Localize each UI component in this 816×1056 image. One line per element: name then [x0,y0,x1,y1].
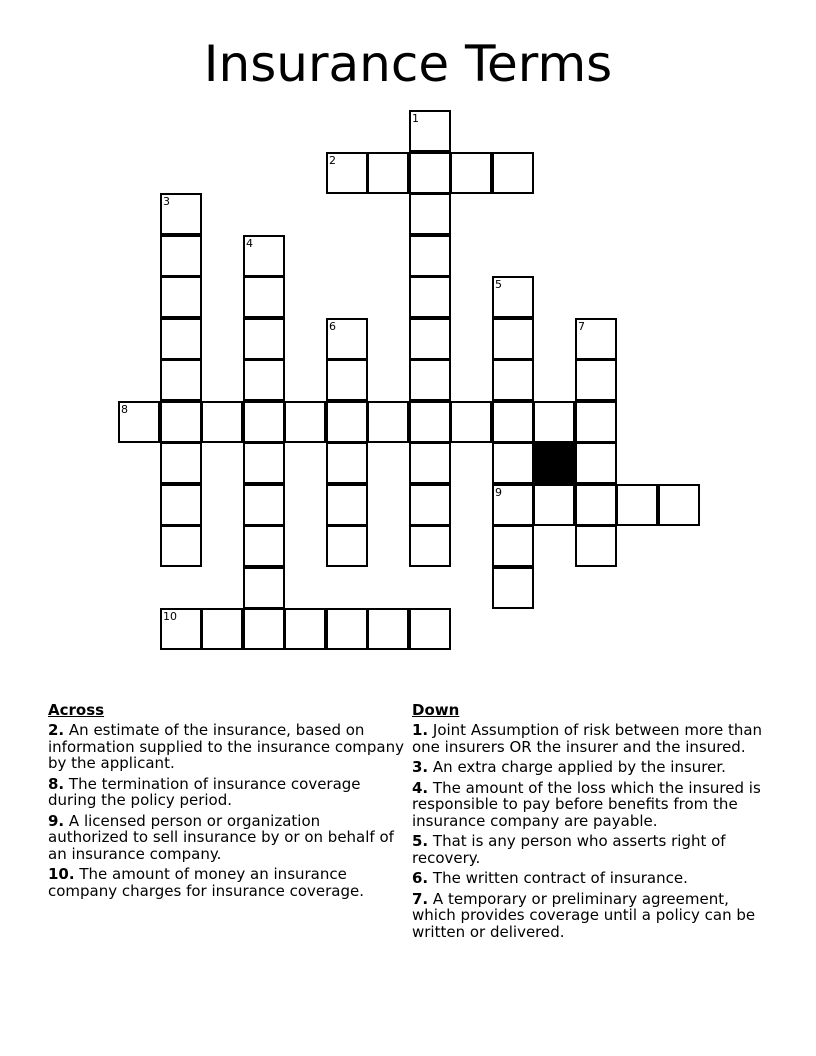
across-clue [48,722,404,772]
answer-cell[interactable] [409,484,451,526]
answer-cell[interactable] [409,276,451,318]
clue-number: 4. [412,778,429,797]
clue-text: A temporary or preliminary agreement, which provides coverage until a policy can be written or delivered. [412,889,756,941]
answer-cell[interactable] [243,567,285,609]
answer-cell[interactable] [243,359,285,401]
answer-cell[interactable] [409,318,451,360]
clue-number-label: 10 [163,610,177,623]
answer-cell[interactable] [160,276,202,318]
clue-text: A licensed person or organization authorized to sell insurance by or on behalf of an insurance company. [48,811,394,863]
clue-number: 8. [48,774,65,793]
down-clue [412,870,768,887]
answer-cell[interactable] [409,193,451,235]
clue-number: 2. [48,721,65,739]
answer-cell[interactable] [160,484,202,526]
answer-cell[interactable] [326,608,368,650]
answer-cell[interactable] [160,318,202,360]
answer-cell[interactable] [284,401,326,443]
answer-cell[interactable] [284,608,326,650]
across-clues [48,702,404,903]
down-clue [412,722,768,755]
answer-cell[interactable] [575,484,617,526]
down-clue [412,759,768,776]
clue-number-label: 7 [578,320,585,333]
answer-cell[interactable] [118,401,160,443]
clue-number: 5. [412,832,429,850]
answer-cell[interactable] [450,152,492,194]
clue-text: The amount of money an insurance company charges for insurance coverage. [48,865,364,900]
clue-text: The amount of the loss which the insured is responsible to pay before benefits from the insurance company are payable. [412,778,761,830]
answer-cell[interactable] [243,608,285,650]
answer-cell[interactable] [160,608,202,650]
answer-cell[interactable] [409,442,451,484]
clue-number-label: 8 [121,403,128,416]
down-heading: Down [412,701,460,719]
answer-cell[interactable] [492,484,534,526]
clue-number-label: 6 [329,320,336,333]
answer-cell[interactable] [533,484,575,526]
answer-cell[interactable] [409,359,451,401]
answer-cell[interactable] [575,525,617,567]
clue-text: Joint Assumption of risk between more than one insurers OR the insurer and the insured. [412,721,763,756]
answer-cell[interactable] [160,193,202,235]
clue-number-label: 9 [495,486,502,499]
answer-cell[interactable] [243,235,285,277]
answer-cell[interactable] [160,525,202,567]
answer-cell[interactable] [326,318,368,360]
answer-cell[interactable] [243,525,285,567]
across-clue [48,776,404,809]
clue-number-label: 2 [329,154,336,167]
answer-cell[interactable] [575,359,617,401]
across-clue [48,866,404,899]
answer-cell[interactable] [492,525,534,567]
answer-cell[interactable] [201,401,243,443]
answer-cell[interactable] [575,442,617,484]
down-clue [412,891,768,941]
clue-text: That is any person who asserts right of recovery. [412,832,726,867]
clue-number: 6. [412,869,429,887]
answer-cell[interactable] [409,152,451,194]
answer-cell[interactable] [160,442,202,484]
clue-text: An extra charge applied by the insurer. [428,758,726,776]
answer-cell[interactable] [492,442,534,484]
answer-cell[interactable] [492,152,534,194]
answer-cell[interactable] [326,359,368,401]
answer-cell[interactable] [243,318,285,360]
answer-cell[interactable] [326,401,368,443]
across-clue [48,813,404,863]
answer-cell[interactable] [367,401,409,443]
down-clue [412,780,768,830]
clue-number: 3. [412,758,429,776]
answer-cell[interactable] [243,484,285,526]
answer-cell[interactable] [243,401,285,443]
answer-cell[interactable] [492,276,534,318]
answer-cell[interactable] [575,318,617,360]
clue-text: An estimate of the insurance, based on information supplied to the insurance company by the applicant. [48,721,405,772]
answer-cell[interactable] [243,442,285,484]
clue-number-label: 1 [412,112,419,125]
answer-cell[interactable] [492,567,534,609]
answer-cell[interactable] [492,318,534,360]
answer-cell[interactable] [492,401,534,443]
clue-text: The termination of insurance coverage during the policy period. [48,774,361,809]
answer-cell[interactable] [160,401,202,443]
clue-text: The written contract of insurance. [428,869,688,887]
down-clue [412,833,768,866]
answer-cell[interactable] [533,401,575,443]
puzzle-title: Insurance Terms [203,35,613,93]
down-clues [412,702,768,944]
clue-number: 7. [412,889,429,908]
answer-cell[interactable] [326,525,368,567]
clue-number-label: 3 [163,195,170,208]
answer-cell[interactable] [492,359,534,401]
answer-cell[interactable] [326,484,368,526]
across-heading: Across [48,701,105,719]
answer-cell[interactable] [575,401,617,443]
answer-cell[interactable] [409,235,451,277]
answer-cell[interactable] [367,152,409,194]
clue-number-label: 4 [246,237,253,250]
answer-cell[interactable] [409,110,451,152]
answer-cell[interactable] [409,401,451,443]
black-square [533,442,575,484]
answer-cell[interactable] [367,608,409,650]
clue-number: 9. [48,811,65,830]
answer-cell[interactable] [409,525,451,567]
answer-cell[interactable] [450,401,492,443]
answer-cell[interactable] [616,484,658,526]
answer-cell[interactable] [326,442,368,484]
answer-cell[interactable] [658,484,700,526]
answer-cell[interactable] [160,235,202,277]
clue-number: 1. [412,721,429,739]
answer-cell[interactable] [160,359,202,401]
clue-number-label: 5 [495,278,502,291]
answer-cell[interactable] [326,152,368,194]
answer-cell[interactable] [409,608,451,650]
answer-cell[interactable] [201,608,243,650]
clue-number: 10. [48,865,75,883]
answer-cell[interactable] [243,276,285,318]
